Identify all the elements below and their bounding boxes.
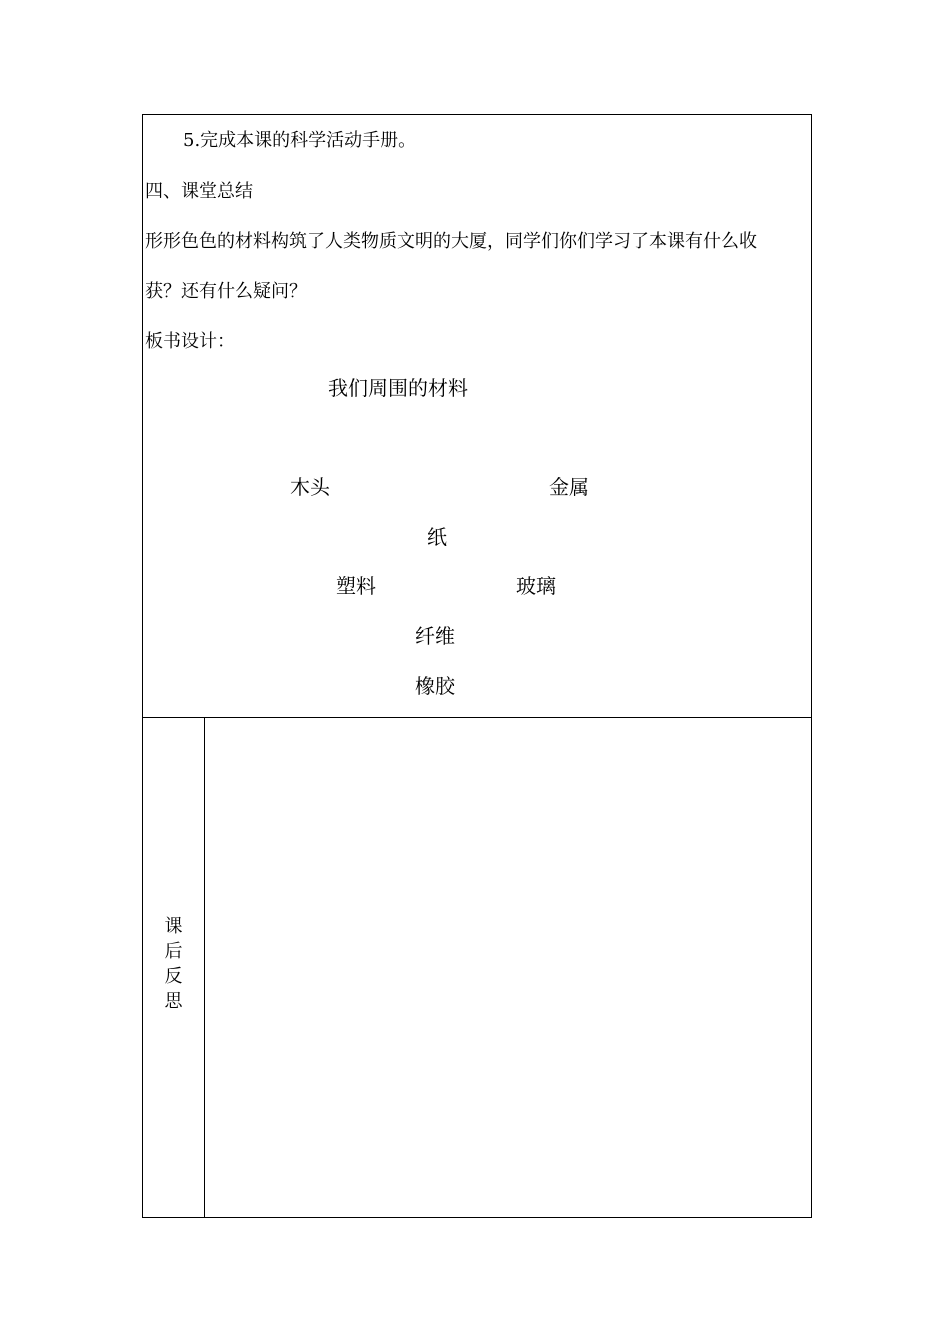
board-item-glass: 玻璃: [516, 574, 556, 598]
lesson-plan-table: [142, 114, 812, 1218]
reflection-row: [143, 718, 811, 1217]
board-item-paper: 纸: [427, 525, 447, 549]
reflection-label-char-3: 反: [164, 966, 183, 987]
board-item-plastic: 塑料: [336, 574, 376, 598]
activity-manual-item: 5.完成本课的科学活动手册。: [183, 130, 417, 151]
board-item-metal: 金属: [549, 475, 589, 499]
reflection-label-char-2: 后: [164, 941, 183, 962]
board-item-fiber: 纤维: [415, 624, 455, 648]
board-item-rubber: 橡胶: [415, 674, 455, 698]
summary-paragraph-line-2: 获？还有什么疑问？: [145, 281, 307, 302]
class-summary-heading: 四、课堂总结: [145, 181, 253, 202]
summary-paragraph-line-1: 形形色色的材料构筑了人类物质文明的大厦，同学们你们学习了本课有什么收: [145, 231, 757, 252]
reflection-label: [143, 914, 204, 1014]
reflection-label-char-1: 课: [164, 916, 183, 937]
board-title: 我们周围的材料: [328, 376, 468, 400]
reflection-content-cell[interactable]: [205, 718, 811, 1217]
board-item-wood: 木头: [290, 475, 330, 499]
reflection-label-char-4: 思: [164, 991, 183, 1012]
reflection-label-cell: [143, 718, 205, 1217]
board-design-label: 板书设计：: [145, 331, 235, 352]
summary-cell: [143, 115, 811, 718]
